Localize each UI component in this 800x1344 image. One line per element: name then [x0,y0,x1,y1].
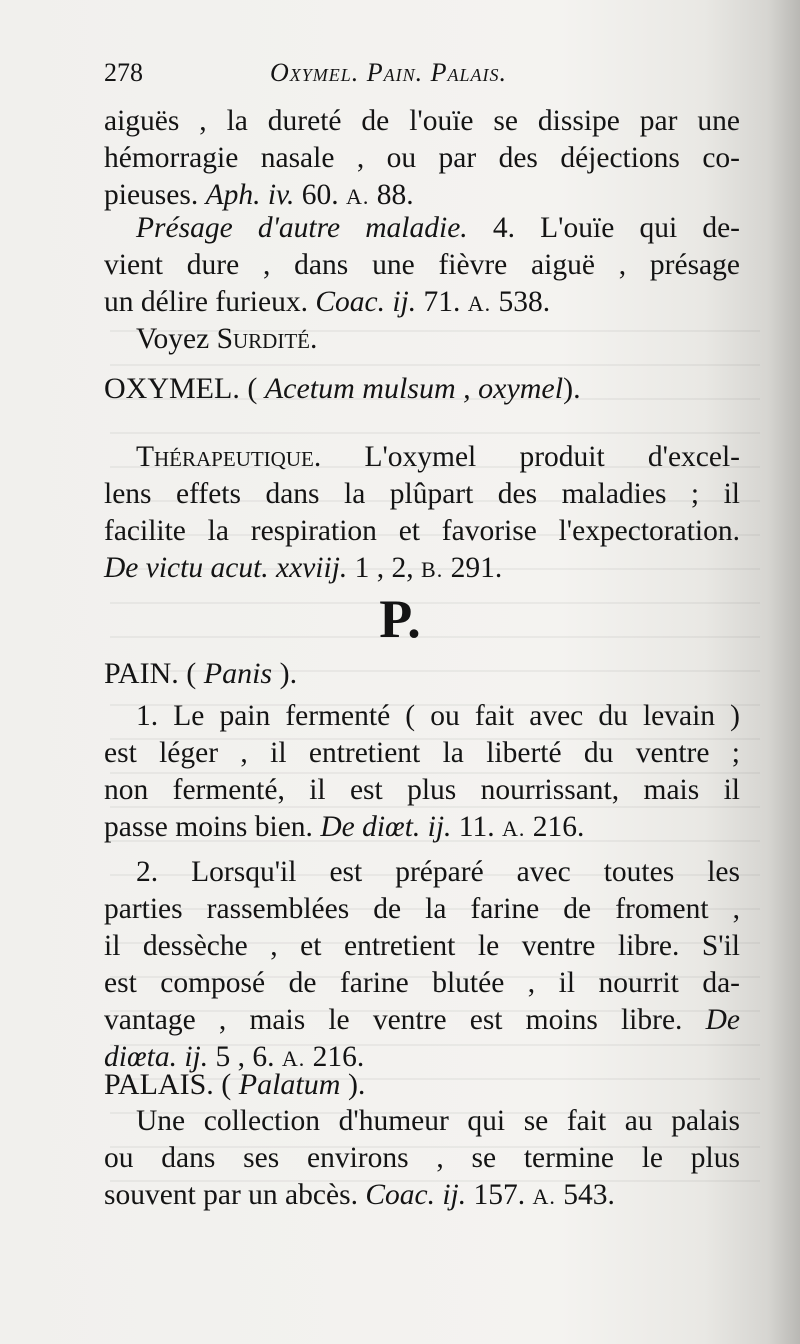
citation-letter: B. [421,557,444,582]
latin-name: Palatum [238,1068,341,1101]
text-line: facilite la respiration et favorise l'expectoration. [104,515,740,547]
citation: De diœt. ij. [320,811,452,843]
section-label: Présage d'autre maladie. [136,212,468,244]
text-line: hémorragie nasale , ou par des déjections co- [104,142,740,174]
page-number: 278 [104,58,143,87]
citation-number: 216. [312,1041,365,1073]
paren: ). [347,1068,366,1101]
citation-number: 543. [563,1179,615,1211]
text-span: 4. L'ouïe qui de- [492,212,740,244]
text-line [104,1002,740,1039]
text-line: est léger , il entretient la liberté du ventre ; [104,737,740,769]
citation-number: 216. [532,811,585,843]
paren: ). [563,372,581,405]
see-reference: Surdité. [216,323,318,355]
text-line [104,550,740,587]
citation: De [705,1004,741,1036]
latin-name: Panis [203,657,273,690]
citation: De victu acut. xxviij. [104,552,348,584]
text-line [104,210,740,247]
entry-title: OXYMEL. [104,372,240,405]
citation-number: 1 , 2, [354,552,414,584]
citation-number: 60. [301,179,339,211]
citation-letter: A. [281,1046,306,1071]
text-line [104,177,740,214]
entry-heading [104,370,740,407]
paren: ( [221,1068,232,1101]
citation: Coac. ij. [315,286,417,318]
text-line: Une collection d'humeur qui se fait au palais [136,1105,740,1137]
entry-pain [104,655,740,1076]
text-line: parties rassemblées de la farine de froment , [104,893,740,925]
text-line [104,439,740,476]
text-span: souvent par un abcès. [104,1179,358,1211]
text-span: L'oxymel produit d'excel- [364,441,741,473]
text-span: vantage , mais le ventre est moins libre. [104,1004,683,1036]
entry-heading [104,655,740,692]
entry-palais [104,1066,740,1214]
text-line: non fermenté, il est plus nourrissant, mais il [104,774,740,806]
text-line: il dessèche , et entretient le ventre libre. S'il [104,930,740,962]
citation-letter: A. [501,816,526,841]
citation: Aph. iv. [205,179,295,211]
text-line: vient dure , dans une fièvre aiguë , présage [104,249,740,281]
text-line: 1. Le pain fermenté ( ou fait avec du levain ) [136,700,740,732]
text-line: 2. Lorsqu'il est préparé avec toutes les [136,856,740,888]
text-span: passe moins bien. [104,811,313,843]
cross-reference [104,321,740,358]
text-line [104,1177,740,1214]
text-line [104,809,740,846]
entry-heading [104,1066,740,1103]
section-letter: P. [379,589,421,649]
paren: ( [247,372,258,405]
text-line [104,284,740,321]
citation-number: 157. [473,1179,526,1211]
citation: diœta. ij. [104,1041,209,1073]
presage-paragraph [104,210,740,358]
citation-letter: A. [532,1184,556,1209]
latin-name: Acetum mulsum , oxymel [264,372,564,405]
paren: ). [279,657,298,690]
citation: Coac. ij. [365,1179,467,1211]
citation-number: 11. [458,811,495,843]
running-title: Oxymel. Pain. Palais. [270,58,508,87]
citation-letter: A. [345,184,370,209]
text-span: pieuses. [104,179,199,211]
section-label: Thérapeutique. [136,441,322,473]
intro-paragraph [104,103,740,214]
text-line: lens effets dans la plûpart des maladies ; il [104,478,740,510]
text-span: un délire furieux. [104,286,308,318]
see-label: Voyez [136,323,210,355]
citation-number: 5 , 6. [215,1041,275,1073]
entry-title: PAIN. [104,657,179,690]
entry-oxymel [104,370,740,587]
citation-number: 71. [423,286,461,318]
citation-letter: A. [467,291,492,316]
text-line: ou dans ses environs , se termine le plus [104,1142,740,1174]
citation-number: 88. [376,179,414,211]
citation-number: 538. [498,286,551,318]
citation-number: 291. [450,552,503,584]
text-line: aiguës , la dureté de l'ouïe se dissipe par une [104,105,740,137]
paren: ( [186,657,197,690]
text-line: est composé de farine blutée , il nourrit da- [104,967,740,999]
entry-title: PALAIS. [104,1068,214,1101]
